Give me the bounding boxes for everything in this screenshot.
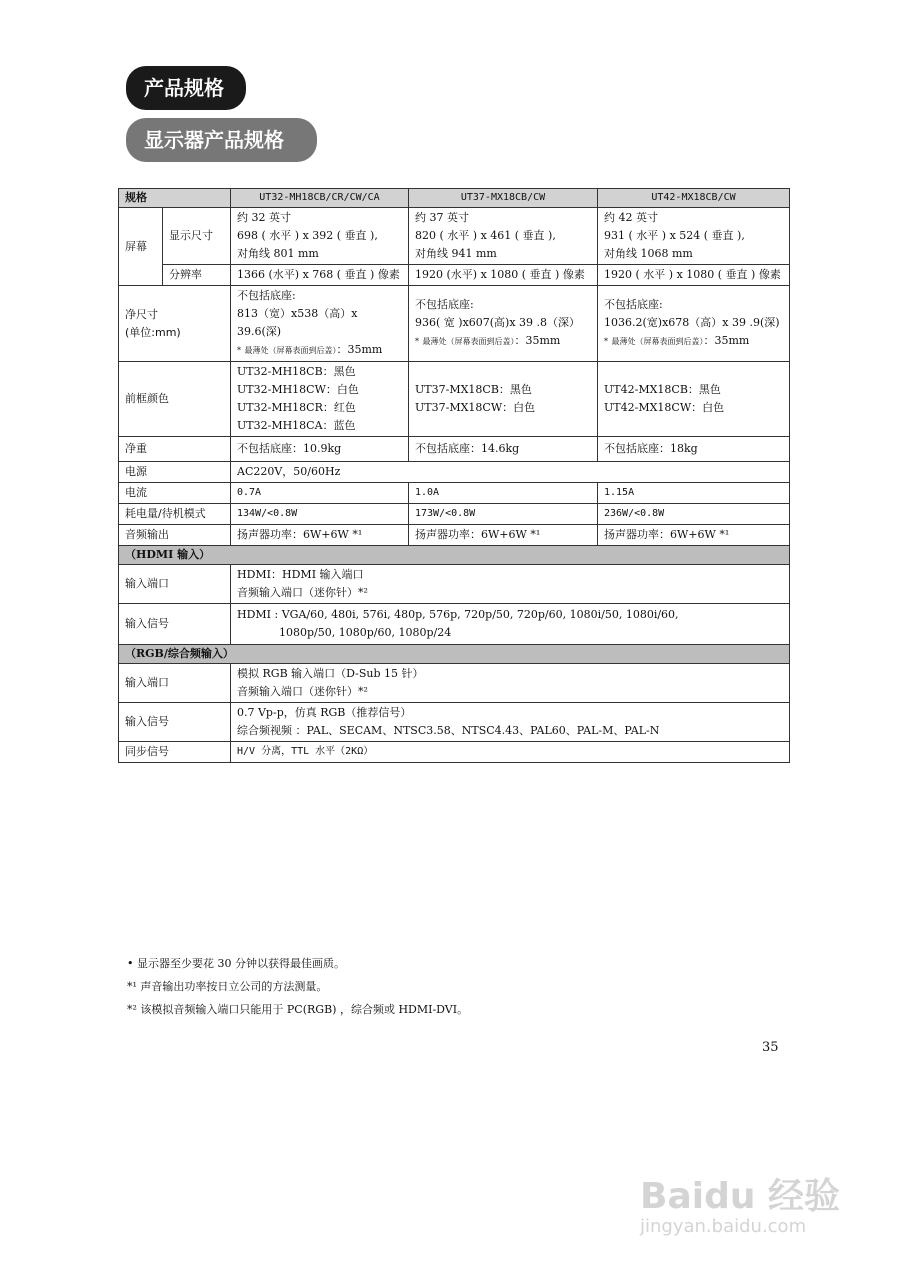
footnote-2: *² 该模拟音频输入端口只能用于 PC(RGB) ，综合频或 HDMI-DVI。 bbox=[127, 1003, 469, 1016]
table-row bbox=[119, 664, 790, 703]
table-row bbox=[119, 504, 790, 525]
net-size-32: 不包括底座: 813（宽）x538（高）x 39.6(深) * 最薄处（屏幕表面到后盖）：35mm bbox=[231, 286, 409, 362]
current-32: 0.7A bbox=[231, 483, 409, 504]
bezel-32: UT32-MH18CB：黑色 UT32-MH18CW：白色 UT32-MH18CR：红色 UT32-MH18CA：蓝色 bbox=[231, 362, 409, 437]
weight-37: 不包括底座：14.6kg bbox=[409, 437, 598, 462]
sync-value: H/V 分离，TTL 水平（2KΩ） bbox=[231, 742, 790, 763]
table-row bbox=[119, 565, 790, 604]
table-row bbox=[119, 703, 790, 742]
table-row bbox=[119, 645, 790, 664]
watermark-logo: Baidu 经验 bbox=[640, 1176, 841, 1217]
table-row bbox=[119, 483, 790, 504]
sync-label: 同步信号 bbox=[119, 742, 231, 763]
consumption-37: 173W/<0.8W bbox=[409, 504, 598, 525]
current-42: 1.15A bbox=[598, 483, 790, 504]
spec-header: 规格 bbox=[119, 189, 231, 208]
section-title: 产品规格 bbox=[126, 66, 246, 110]
rgb-section-band: （RGB/综合频输入） bbox=[119, 645, 790, 664]
bezel-42: UT42-MX18CB：黑色 UT42-MX18CW：白色 bbox=[598, 362, 790, 437]
model-header-32: UT32-MH18CB/CR/CW/CA bbox=[231, 189, 409, 208]
power-value: AC220V，50/60Hz bbox=[231, 462, 790, 483]
consumption-42: 236W/<0.8W bbox=[598, 504, 790, 525]
weight-42: 不包括底座：18kg bbox=[598, 437, 790, 462]
res-label: 分辨率 bbox=[163, 265, 231, 286]
audio-label: 音频输出 bbox=[119, 525, 231, 546]
footnote-1: *¹ 声音输出功率按日立公司的方法测量。 bbox=[127, 980, 328, 993]
table-row bbox=[119, 362, 790, 437]
table-row bbox=[119, 546, 790, 565]
consumption-label: 耗电量/待机模式 bbox=[119, 504, 231, 525]
hdmi-port-value: HDMI：HDMI 输入端口 音频输入端口（迷你针）*² bbox=[231, 565, 790, 604]
size-label: 显示尺寸 bbox=[163, 208, 231, 265]
audio-42: 扬声器功率：6W+6W *¹ bbox=[598, 525, 790, 546]
spec-table bbox=[118, 188, 790, 763]
net-size-37: 不包括底座: 936( 宽 )x607(高)x 39 .8（深） * 最薄处（屏幕表面到后盖）：35mm bbox=[409, 286, 598, 362]
hdmi-port-label: 输入端口 bbox=[119, 565, 231, 604]
screen-label: 屏幕 bbox=[119, 208, 163, 286]
footnote-bullet: • 显示器至少要花 30 分钟以获得最佳画质。 bbox=[127, 957, 345, 970]
hdmi-signal-value: HDMI : VGA/60, 480i, 576i, 480p, 576p, 720p/50, 720p/60, 1080i/50, 1080i/60, 1080p/50, 1080p/60, 1080p/24 bbox=[231, 604, 790, 645]
weight-label: 净重 bbox=[119, 437, 231, 462]
watermark-url: jingyan.baidu.com bbox=[640, 1216, 807, 1237]
current-label: 电流 bbox=[119, 483, 231, 504]
table-row bbox=[119, 286, 790, 362]
bezel-label: 前框颜色 bbox=[119, 362, 231, 437]
model-header-42: UT42-MX18CB/CW bbox=[598, 189, 790, 208]
audio-32: 扬声器功率：6W+6W *¹ bbox=[231, 525, 409, 546]
res-32: 1366 (水平) x 768 ( 垂直 ) 像素 bbox=[231, 265, 409, 286]
table-row bbox=[119, 604, 790, 645]
net-size-label: 净尺寸 (单位:mm) bbox=[119, 286, 231, 362]
power-label: 电源 bbox=[119, 462, 231, 483]
res-42: 1920 ( 水平 ) x 1080 ( 垂直 ) 像素 bbox=[598, 265, 790, 286]
page-number: 35 bbox=[762, 1040, 779, 1055]
table-row bbox=[119, 525, 790, 546]
consumption-32: 134W/<0.8W bbox=[231, 504, 409, 525]
size-32: 约 32 英寸 698 ( 水平 ) x 392 ( 垂直 ), 对角线 801 mm bbox=[231, 208, 409, 265]
bezel-37: UT37-MX18CB：黑色 UT37-MX18CW：白色 bbox=[409, 362, 598, 437]
table-row bbox=[119, 462, 790, 483]
rgb-signal-label: 输入信号 bbox=[119, 703, 231, 742]
size-42: 约 42 英寸 931 ( 水平 ) x 524 ( 垂直 ), 对角线 1068 mm bbox=[598, 208, 790, 265]
rgb-port-label: 输入端口 bbox=[119, 664, 231, 703]
subsection-title: 显示器产品规格 bbox=[126, 118, 317, 162]
table-row bbox=[119, 208, 790, 265]
res-37: 1920 (水平) x 1080 ( 垂直 ) 像素 bbox=[409, 265, 598, 286]
model-header-37: UT37-MX18CB/CW bbox=[409, 189, 598, 208]
table-row bbox=[119, 265, 790, 286]
size-37: 约 37 英寸 820 ( 水平 ) x 461 ( 垂直 ), 对角线 941 mm bbox=[409, 208, 598, 265]
rgb-port-value: 模拟 RGB 输入端口（D-Sub 15 针） 音频输入端口（迷你针）*² bbox=[231, 664, 790, 703]
hdmi-section-band: （HDMI 输入） bbox=[119, 546, 790, 565]
table-row bbox=[119, 742, 790, 763]
rgb-signal-value: 0.7 Vp-p，仿真 RGB（推荐信号） 综合频视频 ：PAL、SECAM、NTSC3.58、NTSC4.43、PAL60、PAL-M、PAL-N bbox=[231, 703, 790, 742]
net-size-42: 不包括底座: 1036.2(宽)x678（高）x 39 .9(深) * 最薄处（屏幕表面到后盖）：35mm bbox=[598, 286, 790, 362]
audio-37: 扬声器功率：6W+6W *¹ bbox=[409, 525, 598, 546]
table-row bbox=[119, 437, 790, 462]
table-header-row bbox=[119, 189, 790, 208]
current-37: 1.0A bbox=[409, 483, 598, 504]
weight-32: 不包括底座：10.9kg bbox=[231, 437, 409, 462]
hdmi-signal-label: 输入信号 bbox=[119, 604, 231, 645]
